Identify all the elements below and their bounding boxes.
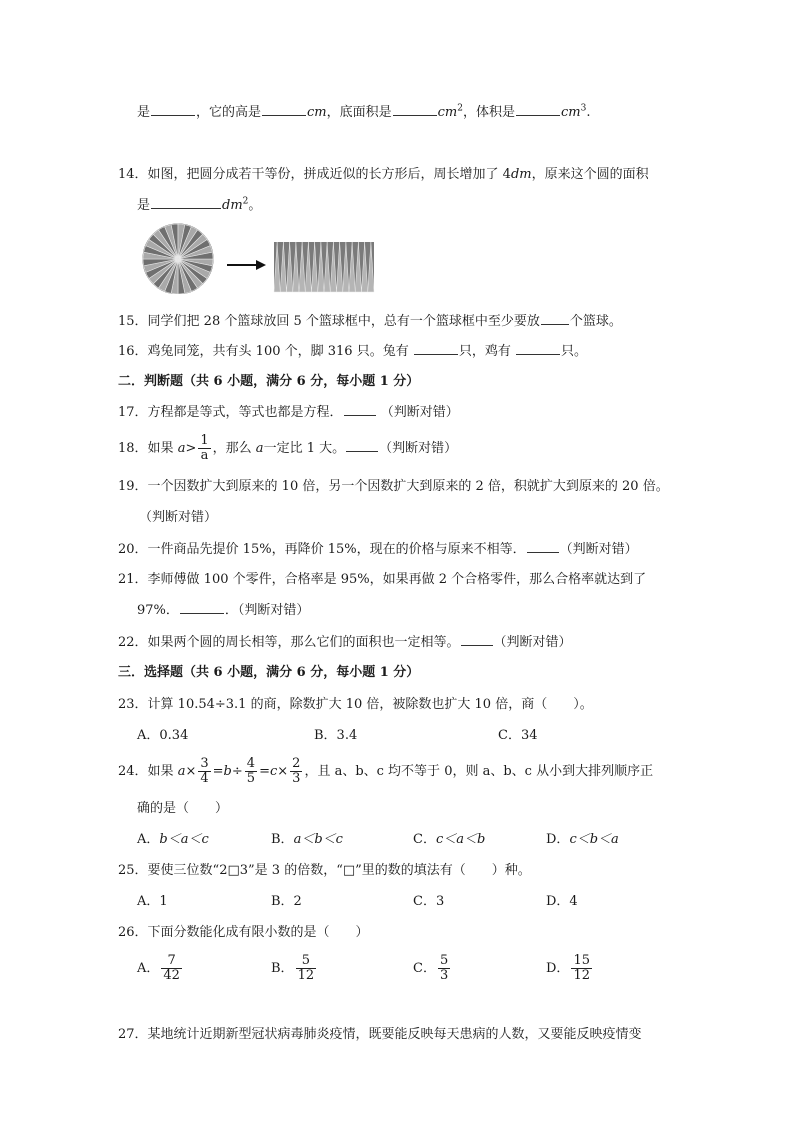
answer-blank[interactable] bbox=[346, 439, 378, 452]
answer-blank[interactable] bbox=[541, 312, 569, 325]
q16-line: 16．鸡兔同笼，共有头 100 个，脚 316 只。兔有 只，鸡有 只。 bbox=[118, 344, 588, 359]
answer-blank[interactable] bbox=[151, 103, 195, 116]
fraction: $\frac{1}{a}$ bbox=[200, 433, 209, 463]
circle-to-rectangle-figure bbox=[138, 222, 378, 294]
q23-option-c[interactable]: C．34 bbox=[498, 728, 538, 743]
answer-blank[interactable] bbox=[393, 103, 437, 116]
q17-line: 17．方程都是等式，等式也都是方程． （判断对错） bbox=[118, 405, 459, 420]
approx-rectangle bbox=[274, 242, 374, 292]
q19-line-2: （判断对错） bbox=[139, 510, 218, 525]
q19-line-1: 19．一个因数扩大到原来的 10 倍，另一个因数扩大到原来的 2 倍，积就扩大到原来的 20 倍。 bbox=[118, 479, 669, 494]
q24-option-c[interactable]: C．c＜a＜b bbox=[413, 832, 486, 847]
q21-line-2: 97%． ．（判断对错） bbox=[137, 603, 310, 618]
fraction: $\frac{3}{4}$ bbox=[200, 756, 209, 786]
q14-line-1: 14．如图，把圆分成若干等份，拼成近似的长方形后，周长增加了 4dm，原来这个圆的面积 bbox=[118, 167, 649, 182]
q24-stem-line-1: 24．如果 a× $\frac{3}{4}$ =b÷ $\frac{4}{5}$ =c× $\frac{2}{3}$ ，且 a、b、c 均不等于 0，则 a、b、c 从小到大排列顺序正 bbox=[118, 756, 654, 786]
q25-stem: 25．要使三位数“2□3”是 3 的倍数，“□”里的数的填法有（ ）种。 bbox=[118, 863, 531, 878]
answer-blank[interactable] bbox=[516, 342, 560, 355]
answer-blank[interactable] bbox=[344, 403, 376, 416]
answer-blank[interactable] bbox=[414, 342, 458, 355]
q24-option-a[interactable]: A．b＜a＜c bbox=[137, 832, 209, 847]
answer-blank[interactable] bbox=[180, 601, 224, 614]
q25-option-c[interactable]: C．3 bbox=[413, 894, 445, 909]
q26-stem: 26．下面分数能化成有限小数的是（ ） bbox=[118, 925, 369, 940]
q24-stem-line-2: 确的是（ ） bbox=[137, 801, 229, 816]
fraction: $\frac{4}{5}$ bbox=[246, 756, 256, 786]
q23-option-b[interactable]: B．3.4 bbox=[314, 728, 358, 743]
q27-stem: 27．某地统计近期新型冠状病毒肺炎疫情，既要能反映每天患病的人数，又要能反映疫情变 bbox=[118, 1027, 642, 1042]
answer-blank[interactable] bbox=[151, 196, 221, 209]
q23-stem: 23．计算 10.54÷3.1 的商，除数扩大 10 倍，被除数也扩大 10 倍，商（ ）。 bbox=[118, 697, 593, 712]
fraction: $\frac{2}{3}$ bbox=[292, 756, 301, 786]
q24-option-d[interactable]: D．c＜b＜a bbox=[546, 832, 619, 847]
q25-option-d[interactable]: D．4 bbox=[546, 894, 578, 909]
q25-option-a[interactable]: A．1 bbox=[137, 894, 168, 909]
q14-line-2: 是 $dm^2$。 bbox=[137, 196, 262, 213]
section-heading-judgement: 二．判断题（共 6 小题，满分 6 分，每小题 1 分） bbox=[118, 374, 420, 389]
q22-line: 22．如果两个圆的周长相等，那么它们的面积也一定相等。 （判断对错） bbox=[118, 635, 572, 650]
q18-line: 18．如果 a> $\frac{1}{a}$ ，那么 a一定比 1 大。 （判断对错） bbox=[118, 433, 458, 463]
arrow-icon bbox=[227, 260, 266, 270]
q24-option-b[interactable]: B．a＜b＜c bbox=[271, 832, 343, 847]
q23-option-a[interactable]: A．0.34 bbox=[137, 728, 189, 743]
q26-option-b[interactable]: B． $\frac{5}{12}$ bbox=[271, 953, 315, 983]
divided-circle bbox=[143, 224, 213, 294]
q20-line: 20．一件商品先提价 15%，再降价 15%，现在的价格与原来不相等． （判断对错） bbox=[118, 542, 638, 557]
q26-option-c[interactable]: C． $\frac{5}{3}$ bbox=[413, 953, 449, 983]
answer-blank[interactable] bbox=[516, 103, 560, 116]
answer-blank[interactable] bbox=[527, 540, 559, 553]
q15-line: 15．同学们把 28 个篮球放回 5 个篮球框中，总有一个篮球框中至少要放 个篮球。 bbox=[118, 314, 622, 329]
q25-option-b[interactable]: B．2 bbox=[271, 894, 302, 909]
section-heading-choice: 三．选择题（共 6 小题，满分 6 分，每小题 1 分） bbox=[118, 665, 420, 680]
q13-line: 是 ，它的高是 cm，底面积是 $cm^2$，体积是 $cm^3$. bbox=[137, 103, 591, 120]
answer-blank[interactable] bbox=[461, 633, 493, 646]
q26-option-d[interactable]: D． $\frac{15}{12}$ bbox=[546, 953, 590, 983]
q26-option-a[interactable]: A． $\frac{7}{42}$ bbox=[137, 953, 180, 983]
q21-line-1: 21．李师傅做 100 个零件，合格率是 95%，如果再做 2 个合格零件，那么合格率就达到了 bbox=[118, 572, 647, 587]
answer-blank[interactable] bbox=[262, 103, 306, 116]
